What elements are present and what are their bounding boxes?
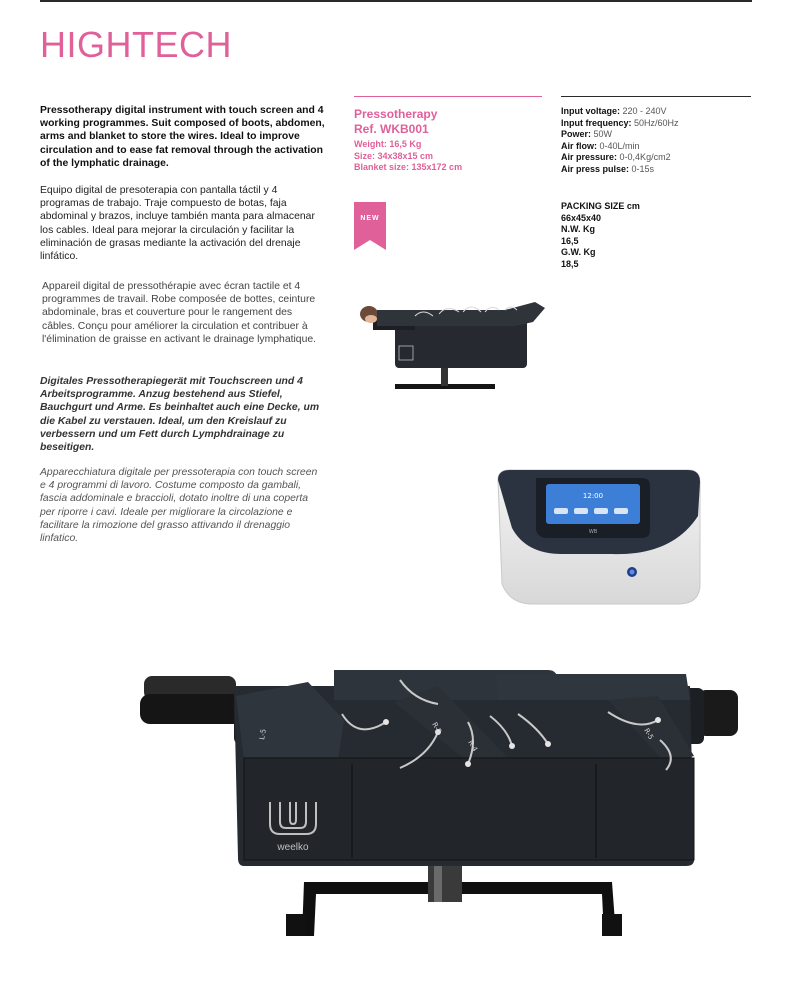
gross-weight-label: G.W. Kg (561, 247, 596, 258)
blanket-size: Blanket size: 135x172 cm (354, 162, 463, 173)
spec-air-pressure: Air pressure: 0-0,4Kg/cm2 (561, 152, 671, 163)
spec-input-voltage: Input voltage: 220 - 240V (561, 106, 667, 116)
spec-input-frequency: Input frequency: 50Hz/60Hz (561, 117, 679, 128)
product-size: Size: 34x38x15 cm (354, 150, 434, 161)
description-italian: Apparecchiatura digitale per pressoterapia con touch screen e 4 programmi di lavoro. Costume composto da gambali, fascia addominale e braccioli, dotato inoltre di una coperta per riporre i cavi. Ideale per migliorare la circolazione e facilitare la rimozione del grasso attivando il drenaggio linfatico. (40, 467, 318, 545)
suit-label-l5: L-5 (258, 728, 268, 741)
packing-info (561, 201, 640, 271)
svg-text:WB: WB (588, 529, 598, 535)
net-weight-label: N.W. Kg (561, 224, 595, 235)
gross-weight-value: 18,5 (561, 258, 579, 269)
spec-air-press-pulse: Air press pulse: 0-15s (561, 163, 655, 174)
packing-size-label: PACKING SIZE cm (561, 201, 640, 211)
product-rule (354, 96, 542, 97)
top-rule (40, 0, 752, 2)
description-english: Pressotherapy digital instrument with touch screen and 4 working programmes. Suit composed of boots, abdomen, arms and blanket to store the wires. Ideal to improve circulation and to ease fat removal through the activation of the lymphatic drainage. (40, 105, 325, 169)
suit-label-r5-right: R-5 (642, 727, 655, 742)
weelko-logo-text: weelko (277, 842, 309, 853)
pressotherapy-device-image (492, 466, 704, 608)
net-weight-value: 16,5 (561, 235, 579, 246)
suit-label-r5: R-5 (430, 721, 443, 736)
small-bed-with-person-image (355, 292, 550, 392)
product-specs (354, 139, 462, 174)
specs-rule (561, 96, 751, 97)
suit-label-r4: R-4 (466, 739, 479, 754)
product-weight: Weight: 16,5 Kg (354, 139, 422, 149)
spec-air-flow: Air flow: 0-40L/min (561, 140, 640, 151)
new-ribbon-badge (354, 202, 386, 250)
brand-title: HIGHTECH (40, 24, 232, 65)
device-screen-time: 12:00 (582, 492, 604, 500)
product-name: Pressotherapy (354, 107, 438, 121)
description-german: Digitales Pressotherapiegerät mit Touchscreen und 4 Arbeitsprogramme. Anzug bestehend aus Stiefel, Bauchgurt und Arme. Es beinhaltet auch eine Decke, um die Kabel zu verstauen. Ideal, um den Kreislauf zu verbessern und um Fett durch Lymphdrainage zu beseitigen. (40, 376, 320, 454)
new-badge-label: NEW (360, 215, 380, 222)
product-reference: Ref. WKB001 (354, 122, 429, 136)
description-spanish: Equipo digital de presoterapia con pantalla táctil y 4 programas de trabajo. Traje compuesto de botas, faja abdominal y brazos, incluye también manta para almacenar los cables. Ideal para mejorar la circulación y facilitar la eliminación de grasas mediante la activación del drenaje linfático. (40, 185, 315, 263)
technical-specs (561, 106, 679, 176)
treatment-bed-with-pressotherapy-suit-image (138, 660, 740, 950)
packing-size-value: 66x45x40 (561, 212, 602, 223)
description-french: Appareil digital de pressothérapie avec écran tactile et 4 programmes de travail. Robe composée de bottes, ceinture abdominale, bras et couverture pour le rangement des câbles. Conçu pour améliorer la circulation et contribuer à l'élimination de graisse en activant le drainage lymphatique. (42, 281, 317, 345)
spec-power: Power: 50W (561, 129, 613, 140)
